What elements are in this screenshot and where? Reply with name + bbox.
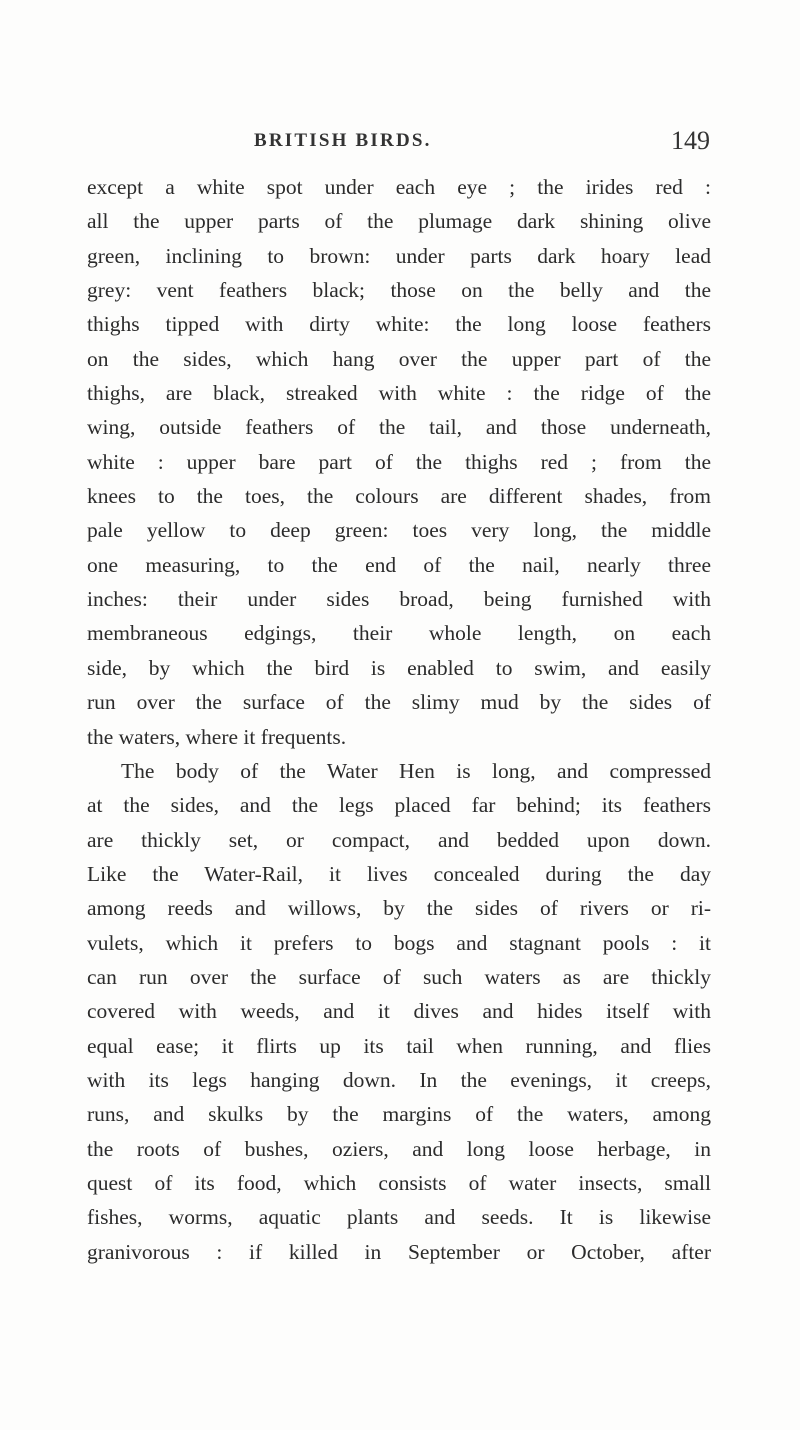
text-line: pale yellow to deep green: toes very long, the middle xyxy=(87,518,711,543)
text-line: are thickly set, or compact, and bedded upon down. xyxy=(87,827,711,852)
text-line: thighs, are black, streaked with white : the ridge of the xyxy=(87,381,711,406)
text-line: runs, and skulks by the margins of the waters, among xyxy=(87,1102,711,1127)
text-line: wing, outside feathers of the tail, and those underneath, xyxy=(87,415,711,440)
text-line: white : upper bare part of the thighs red ; from the xyxy=(87,449,711,474)
text-line: among reeds and willows, by the sides of rivers or ri- xyxy=(87,896,711,921)
running-title: BRITISH BIRDS. xyxy=(254,130,432,151)
text-line: granivorous : if killed in September or October, after xyxy=(87,1239,711,1264)
text-line: all the upper parts of the plumage dark shining olive xyxy=(87,209,711,234)
text-line: on the sides, which hang over the upper part of the xyxy=(87,346,711,371)
text-line: membraneous edgings, their whole length, on each xyxy=(87,621,711,646)
text-line: covered with weeds, and it dives and hides itself with xyxy=(87,999,711,1024)
body-text xyxy=(87,170,711,1269)
paragraph-start-line: The body of the Water Hen is long, and compressed xyxy=(121,758,711,783)
text-line: fishes, worms, aquatic plants and seeds. It is likewise xyxy=(87,1205,711,1230)
text-line: grey: vent feathers black; those on the belly and the xyxy=(87,278,711,303)
text-line: quest of its food, which consists of water insects, small xyxy=(87,1170,711,1195)
text-line: can run over the surface of such waters as are thickly xyxy=(87,964,711,989)
text-line: side, by which the bird is enabled to swim, and easily xyxy=(87,655,711,680)
text-line: thighs tipped with dirty white: the long loose feathers xyxy=(87,312,711,337)
paragraph-end-line: the waters, where it frequents. xyxy=(87,724,347,749)
page-number: 149 xyxy=(671,126,710,155)
text-line: knees to the toes, the colours are different shades, from xyxy=(87,484,711,509)
text-line: one measuring, to the end of the nail, nearly three xyxy=(87,552,711,577)
text-line: the roots of bushes, oziers, and long loose herbage, in xyxy=(87,1136,711,1161)
text-line: green, inclining to brown: under parts dark hoary lead xyxy=(87,243,711,268)
text-line: equal ease; it flirts up its tail when running, and flies xyxy=(87,1033,711,1058)
text-line: Like the Water-Rail, it lives concealed during the day xyxy=(87,861,711,886)
text-line: except a white spot under each eye ; the irides red : xyxy=(87,175,711,199)
text-line: at the sides, and the legs placed far behind; its feathers xyxy=(87,793,711,818)
text-line: vulets, which it prefers to bogs and stagnant pools : it xyxy=(87,930,711,955)
running-head xyxy=(86,126,712,166)
text-line: run over the surface of the slimy mud by the sides of xyxy=(87,690,711,715)
text-line: inches: their under sides broad, being furnished with xyxy=(87,587,711,612)
text-line: with its legs hanging down. In the evenings, it creeps, xyxy=(87,1067,711,1092)
